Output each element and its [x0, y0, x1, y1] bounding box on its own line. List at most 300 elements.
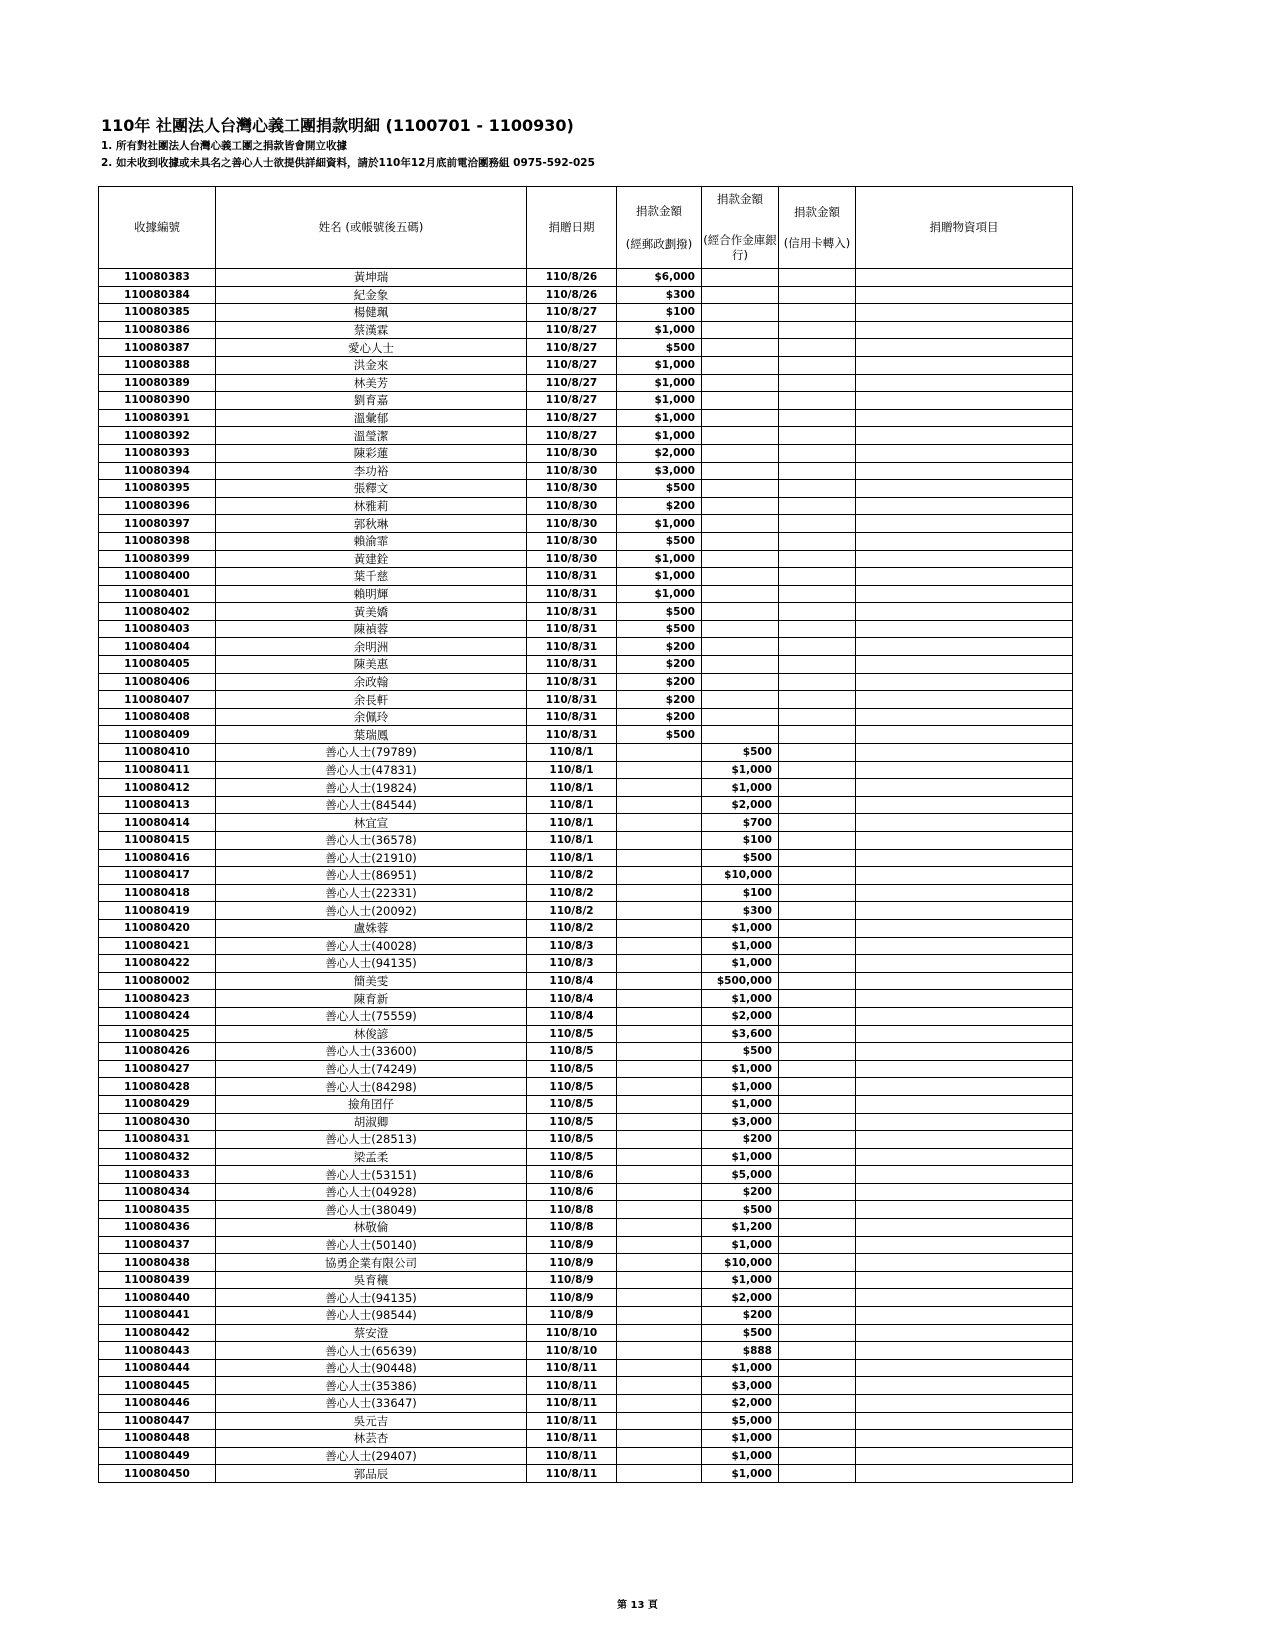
goods-cell [856, 673, 1073, 691]
receipt-no-cell: 110080388 [99, 356, 216, 374]
bank-amount-cell: $1,000 [702, 1236, 779, 1254]
page-title: 110年 社團法人台灣心義工團捐款明細 (1100701 - 1100930) [101, 116, 574, 135]
receipt-no-cell: 110080383 [99, 269, 216, 287]
card-amount-cell [779, 585, 856, 603]
goods-cell [856, 497, 1073, 515]
donor-name-cell: 溫彙郁 [216, 409, 527, 427]
donor-name-cell: 愛心人士 [216, 339, 527, 357]
goods-cell [856, 990, 1073, 1008]
donation-date-cell: 110/8/1 [527, 761, 617, 779]
donor-name-cell: 善心人士(29407) [216, 1447, 527, 1465]
card-amount-cell [779, 269, 856, 287]
card-amount-cell [779, 1219, 856, 1237]
donation-date-cell: 110/8/31 [527, 568, 617, 586]
bank-amount-cell: $1,000 [702, 1465, 779, 1483]
table-row [99, 568, 1073, 586]
post-amount-cell [617, 779, 702, 797]
post-amount-cell: $2,000 [617, 444, 702, 462]
donor-name-cell: 善心人士(47831) [216, 761, 527, 779]
card-amount-cell [779, 568, 856, 586]
table-row [99, 761, 1073, 779]
goods-cell [856, 1289, 1073, 1307]
donation-date-cell: 110/8/11 [527, 1447, 617, 1465]
header-card-amount-line2: (信用卡轉入) [783, 235, 851, 250]
card-amount-cell [779, 1395, 856, 1413]
card-amount-cell [779, 532, 856, 550]
donor-name-cell: 黃坤瑞 [216, 269, 527, 287]
table-row [99, 550, 1073, 568]
goods-cell [856, 691, 1073, 709]
post-amount-cell [617, 990, 702, 1008]
bank-amount-cell [702, 568, 779, 586]
post-amount-cell: $200 [617, 656, 702, 674]
goods-cell [856, 1131, 1073, 1149]
card-amount-cell [779, 1254, 856, 1272]
donation-date-cell: 110/8/11 [527, 1359, 617, 1377]
table-row [99, 656, 1073, 674]
post-amount-cell: $200 [617, 708, 702, 726]
table-row [99, 708, 1073, 726]
donor-name-cell: 葉千慈 [216, 568, 527, 586]
receipt-no-cell: 110080446 [99, 1395, 216, 1413]
card-amount-cell [779, 708, 856, 726]
card-amount-cell [779, 1148, 856, 1166]
bank-amount-cell [702, 515, 779, 533]
table-row [99, 884, 1073, 902]
table-row [99, 585, 1073, 603]
bank-amount-cell: $3,000 [702, 1377, 779, 1395]
table-row [99, 1113, 1073, 1131]
table-row [99, 304, 1073, 322]
bank-amount-cell: $1,000 [702, 1095, 779, 1113]
goods-cell [856, 286, 1073, 304]
receipt-no-cell: 110080444 [99, 1359, 216, 1377]
header-post-amount-line1: 捐款金額 [636, 203, 682, 218]
post-amount-cell: $1,000 [617, 427, 702, 445]
card-amount-cell [779, 1324, 856, 1342]
bank-amount-cell [702, 673, 779, 691]
donation-date-cell: 110/8/4 [527, 972, 617, 990]
donation-date-cell: 110/8/27 [527, 339, 617, 357]
donor-name-cell: 洪金來 [216, 356, 527, 374]
donation-date-cell: 110/8/11 [527, 1430, 617, 1448]
table-row [99, 1131, 1073, 1149]
donor-name-cell: 余明洲 [216, 638, 527, 656]
bank-amount-cell: $1,000 [702, 779, 779, 797]
card-amount-cell [779, 1166, 856, 1184]
header-post-amount [617, 187, 702, 269]
receipt-no-cell: 110080407 [99, 691, 216, 709]
table-row [99, 603, 1073, 621]
receipt-no-cell: 110080438 [99, 1254, 216, 1272]
bank-amount-cell [702, 321, 779, 339]
goods-cell [856, 1447, 1073, 1465]
donation-date-cell: 110/8/11 [527, 1377, 617, 1395]
table-row [99, 1359, 1073, 1377]
goods-cell [856, 1324, 1073, 1342]
receipt-no-cell: 110080396 [99, 497, 216, 515]
bank-amount-cell: $500 [702, 849, 779, 867]
table-row [99, 832, 1073, 850]
receipt-no-cell: 110080403 [99, 620, 216, 638]
goods-cell [856, 1166, 1073, 1184]
card-amount-cell [779, 515, 856, 533]
receipt-no-cell: 110080404 [99, 638, 216, 656]
receipt-no-cell: 110080436 [99, 1219, 216, 1237]
bank-amount-cell: $2,000 [702, 796, 779, 814]
donation-date-cell: 110/8/9 [527, 1289, 617, 1307]
receipt-no-cell: 110080420 [99, 919, 216, 937]
goods-cell [856, 585, 1073, 603]
receipt-no-cell: 110080408 [99, 708, 216, 726]
donor-name-cell: 陳美惠 [216, 656, 527, 674]
bank-amount-cell [702, 656, 779, 674]
card-amount-cell [779, 744, 856, 762]
receipt-no-cell: 110080394 [99, 462, 216, 480]
donation-date-cell: 110/8/5 [527, 1148, 617, 1166]
donor-name-cell: 黃建銓 [216, 550, 527, 568]
table-row [99, 374, 1073, 392]
bank-amount-cell [702, 497, 779, 515]
donation-date-cell: 110/8/30 [527, 532, 617, 550]
bank-amount-cell [702, 304, 779, 322]
donor-name-cell: 林芸杏 [216, 1430, 527, 1448]
donation-date-cell: 110/8/3 [527, 937, 617, 955]
receipt-no-cell: 110080424 [99, 1007, 216, 1025]
bank-amount-cell: $1,000 [702, 761, 779, 779]
goods-cell [856, 409, 1073, 427]
bank-amount-cell [702, 550, 779, 568]
post-amount-cell [617, 1412, 702, 1430]
table-row [99, 867, 1073, 885]
donation-date-cell: 110/8/3 [527, 955, 617, 973]
table-row [99, 726, 1073, 744]
table-row [99, 1412, 1073, 1430]
bank-amount-cell: $500 [702, 1043, 779, 1061]
post-amount-cell [617, 1043, 702, 1061]
donation-date-cell: 110/8/30 [527, 480, 617, 498]
receipt-no-cell: 110080399 [99, 550, 216, 568]
bank-amount-cell: $1,000 [702, 955, 779, 973]
card-amount-cell [779, 884, 856, 902]
card-amount-cell [779, 1131, 856, 1149]
donor-name-cell: 善心人士(65639) [216, 1342, 527, 1360]
goods-cell [856, 550, 1073, 568]
post-amount-cell: $300 [617, 286, 702, 304]
bank-amount-cell: $100 [702, 832, 779, 850]
post-amount-cell [617, 902, 702, 920]
goods-cell [856, 568, 1073, 586]
donor-name-cell: 葉瑞鳳 [216, 726, 527, 744]
donation-date-cell: 110/8/26 [527, 269, 617, 287]
receipt-no-cell: 110080405 [99, 656, 216, 674]
table-row [99, 919, 1073, 937]
donation-date-cell: 110/8/11 [527, 1412, 617, 1430]
receipt-no-cell: 110080416 [99, 849, 216, 867]
receipt-no-cell: 110080433 [99, 1166, 216, 1184]
donation-date-cell: 110/8/10 [527, 1342, 617, 1360]
bank-amount-cell [702, 269, 779, 287]
table-row [99, 480, 1073, 498]
table-row [99, 1166, 1073, 1184]
receipt-no-cell: 110080412 [99, 779, 216, 797]
donor-name-cell: 善心人士(94135) [216, 1289, 527, 1307]
donor-name-cell: 善心人士(86951) [216, 867, 527, 885]
post-amount-cell [617, 849, 702, 867]
goods-cell [856, 1219, 1073, 1237]
bank-amount-cell [702, 409, 779, 427]
goods-cell [856, 339, 1073, 357]
donation-date-cell: 110/8/4 [527, 1007, 617, 1025]
goods-cell [856, 1236, 1073, 1254]
table-row [99, 902, 1073, 920]
donor-name-cell: 劉育嘉 [216, 392, 527, 410]
donor-name-cell: 蔡安澄 [216, 1324, 527, 1342]
bank-amount-cell: $1,000 [702, 1447, 779, 1465]
goods-cell [856, 1007, 1073, 1025]
goods-cell [856, 1377, 1073, 1395]
card-amount-cell [779, 761, 856, 779]
donor-name-cell: 楊健珮 [216, 304, 527, 322]
card-amount-cell [779, 972, 856, 990]
donor-name-cell: 吳元吉 [216, 1412, 527, 1430]
donation-date-cell: 110/8/2 [527, 884, 617, 902]
donor-name-cell: 善心人士(33647) [216, 1395, 527, 1413]
bank-amount-cell [702, 356, 779, 374]
donation-date-cell: 110/8/5 [527, 1060, 617, 1078]
goods-cell [856, 532, 1073, 550]
post-amount-cell: $500 [617, 532, 702, 550]
table-row [99, 286, 1073, 304]
table-row [99, 779, 1073, 797]
goods-cell [856, 744, 1073, 762]
goods-cell [856, 1078, 1073, 1096]
card-amount-cell [779, 1183, 856, 1201]
donation-date-cell: 110/8/8 [527, 1219, 617, 1237]
card-amount-cell [779, 603, 856, 621]
post-amount-cell: $1,000 [617, 550, 702, 568]
goods-cell [856, 304, 1073, 322]
post-amount-cell: $1,000 [617, 568, 702, 586]
bank-amount-cell: $10,000 [702, 1254, 779, 1272]
bank-amount-cell: $1,000 [702, 1359, 779, 1377]
receipt-no-cell: 110080431 [99, 1131, 216, 1149]
donation-date-cell: 110/8/31 [527, 620, 617, 638]
donor-name-cell: 林雅莉 [216, 497, 527, 515]
card-amount-cell [779, 1025, 856, 1043]
post-amount-cell [617, 1007, 702, 1025]
receipt-no-cell: 110080447 [99, 1412, 216, 1430]
table-row [99, 1043, 1073, 1061]
donor-name-cell: 蔡漢霖 [216, 321, 527, 339]
receipt-no-cell: 110080389 [99, 374, 216, 392]
receipt-no-cell: 110080002 [99, 972, 216, 990]
table-row [99, 691, 1073, 709]
receipt-no-cell: 110080384 [99, 286, 216, 304]
post-amount-cell: $1,000 [617, 356, 702, 374]
table-row [99, 1465, 1073, 1483]
donor-name-cell: 善心人士(75559) [216, 1007, 527, 1025]
table-row [99, 532, 1073, 550]
receipt-no-cell: 110080428 [99, 1078, 216, 1096]
bank-amount-cell: $300 [702, 902, 779, 920]
donation-date-cell: 110/8/27 [527, 374, 617, 392]
donor-name-cell: 善心人士(20092) [216, 902, 527, 920]
donor-name-cell: 善心人士(19824) [216, 779, 527, 797]
receipt-no-cell: 110080398 [99, 532, 216, 550]
goods-cell [856, 726, 1073, 744]
card-amount-cell [779, 814, 856, 832]
donor-name-cell: 善心人士(94135) [216, 955, 527, 973]
card-amount-cell [779, 1095, 856, 1113]
goods-cell [856, 1060, 1073, 1078]
receipt-no-cell: 110080437 [99, 1236, 216, 1254]
card-amount-cell [779, 1289, 856, 1307]
bank-amount-cell: $1,200 [702, 1219, 779, 1237]
card-amount-cell [779, 444, 856, 462]
bank-amount-cell [702, 374, 779, 392]
donor-name-cell: 善心人士(84544) [216, 796, 527, 814]
card-amount-cell [779, 919, 856, 937]
donor-name-cell: 善心人士(84298) [216, 1078, 527, 1096]
donation-date-cell: 110/8/31 [527, 585, 617, 603]
table-row [99, 444, 1073, 462]
goods-cell [856, 515, 1073, 533]
card-amount-cell [779, 1201, 856, 1219]
table-row [99, 515, 1073, 533]
goods-cell [856, 1148, 1073, 1166]
donation-date-cell: 110/8/30 [527, 444, 617, 462]
donor-name-cell: 善心人士(90448) [216, 1359, 527, 1377]
goods-cell [856, 1342, 1073, 1360]
donation-date-cell: 110/8/31 [527, 673, 617, 691]
post-amount-cell [617, 919, 702, 937]
post-amount-cell [617, 1342, 702, 1360]
bank-amount-cell [702, 444, 779, 462]
receipt-no-cell: 110080410 [99, 744, 216, 762]
table-row [99, 1236, 1073, 1254]
post-amount-cell [617, 1307, 702, 1325]
post-amount-cell: $1,000 [617, 409, 702, 427]
donor-name-cell: 林美芳 [216, 374, 527, 392]
goods-cell [856, 1465, 1073, 1483]
receipt-no-cell: 110080427 [99, 1060, 216, 1078]
card-amount-cell [779, 620, 856, 638]
donation-date-cell: 110/8/11 [527, 1395, 617, 1413]
post-amount-cell [617, 955, 702, 973]
post-amount-cell [617, 1201, 702, 1219]
donor-name-cell: 善心人士(98544) [216, 1307, 527, 1325]
donation-date-cell: 110/8/31 [527, 708, 617, 726]
receipt-no-cell: 110080432 [99, 1148, 216, 1166]
card-amount-cell [779, 673, 856, 691]
donor-name-cell: 林敬倫 [216, 1219, 527, 1237]
card-amount-cell [779, 304, 856, 322]
bank-amount-cell: $1,000 [702, 990, 779, 1008]
card-amount-cell [779, 462, 856, 480]
donation-date-cell: 110/8/30 [527, 515, 617, 533]
bank-amount-cell [702, 620, 779, 638]
bank-amount-cell: $200 [702, 1131, 779, 1149]
post-amount-cell [617, 796, 702, 814]
bank-amount-cell: $5,000 [702, 1412, 779, 1430]
card-amount-cell [779, 1359, 856, 1377]
donor-name-cell: 協勇企業有限公司 [216, 1254, 527, 1272]
table-row [99, 1271, 1073, 1289]
goods-cell [856, 919, 1073, 937]
post-amount-cell [617, 1271, 702, 1289]
donor-name-cell: 陳彩蓮 [216, 444, 527, 462]
goods-cell [856, 779, 1073, 797]
goods-cell [856, 1113, 1073, 1131]
goods-cell [856, 849, 1073, 867]
goods-cell [856, 1043, 1073, 1061]
donation-date-cell: 110/8/10 [527, 1324, 617, 1342]
header-bank-amount-line2: (經合作金庫銀行) [703, 233, 777, 262]
post-amount-cell: $200 [617, 638, 702, 656]
card-amount-cell [779, 497, 856, 515]
post-amount-cell [617, 1183, 702, 1201]
receipt-no-cell: 110080434 [99, 1183, 216, 1201]
receipt-no-cell: 110080401 [99, 585, 216, 603]
donation-date-cell: 110/8/27 [527, 427, 617, 445]
post-amount-cell: $1,000 [617, 374, 702, 392]
bank-amount-cell [702, 286, 779, 304]
receipt-no-cell: 110080417 [99, 867, 216, 885]
card-amount-cell [779, 339, 856, 357]
table-row [99, 620, 1073, 638]
bank-amount-cell: $888 [702, 1342, 779, 1360]
post-amount-cell: $500 [617, 620, 702, 638]
bank-amount-cell [702, 708, 779, 726]
donation-date-cell: 110/8/9 [527, 1307, 617, 1325]
goods-cell [856, 937, 1073, 955]
donation-date-cell: 110/8/9 [527, 1271, 617, 1289]
goods-cell [856, 796, 1073, 814]
page-number: 第 13 頁 [617, 1600, 658, 1611]
post-amount-cell [617, 1465, 702, 1483]
table-row [99, 1060, 1073, 1078]
goods-cell [856, 884, 1073, 902]
bank-amount-cell: $1,000 [702, 1430, 779, 1448]
table-row [99, 1007, 1073, 1025]
table-row [99, 796, 1073, 814]
card-amount-cell [779, 409, 856, 427]
donation-date-cell: 110/8/27 [527, 321, 617, 339]
header-card-amount [779, 187, 856, 269]
donor-name-cell: 賴明輝 [216, 585, 527, 603]
bank-amount-cell [702, 427, 779, 445]
post-amount-cell [617, 1324, 702, 1342]
table-row [99, 269, 1073, 287]
donor-name-cell: 林宜宣 [216, 814, 527, 832]
post-amount-cell [617, 1095, 702, 1113]
card-amount-cell [779, 990, 856, 1008]
receipt-no-cell: 110080385 [99, 304, 216, 322]
goods-cell [856, 1395, 1073, 1413]
goods-cell [856, 1183, 1073, 1201]
bank-amount-cell: $100 [702, 884, 779, 902]
card-amount-cell [779, 849, 856, 867]
table-row [99, 673, 1073, 691]
goods-cell [856, 1201, 1073, 1219]
post-amount-cell [617, 1166, 702, 1184]
goods-cell [856, 444, 1073, 462]
note-contact: 2. 如未收到收據或未具名之善心人士欲提供詳細資料，請於110年12月底前電洽團務組 0975-592-025 [101, 157, 595, 169]
donation-date-cell: 110/8/5 [527, 1113, 617, 1131]
donation-date-cell: 110/8/5 [527, 1131, 617, 1149]
donor-name-cell: 張釋文 [216, 480, 527, 498]
